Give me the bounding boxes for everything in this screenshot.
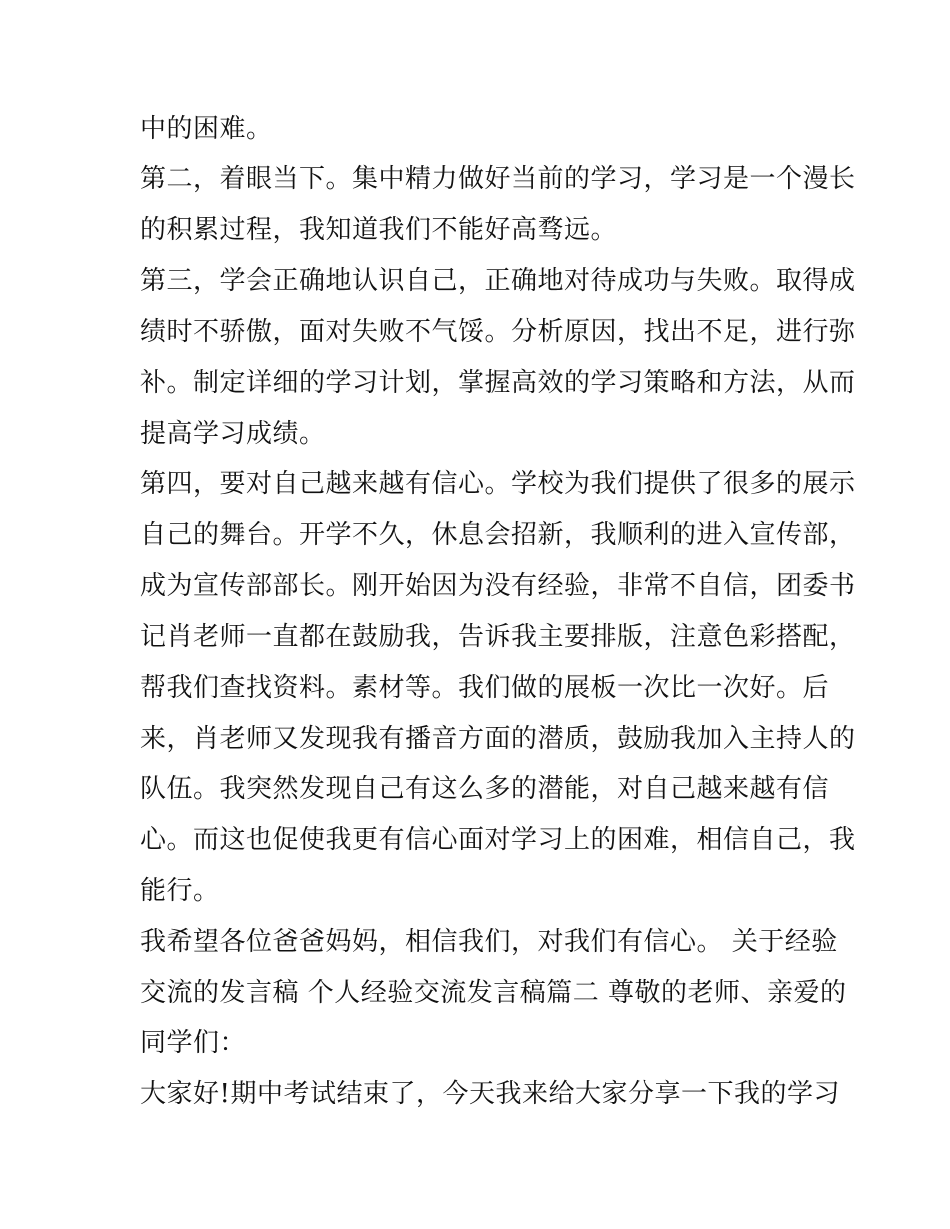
text-line-8: 第四，要对自己越来越有信心。学校为我们提供了很多的展示 bbox=[140, 469, 856, 499]
text-line-7: 提高学习成绩。 bbox=[140, 419, 326, 449]
text-line-15: 心。而这也促使我更有信心面对学习上的困难，相信自己，我 bbox=[140, 825, 856, 855]
text-line-18: 交流的发言稿 个人经验交流发言稿篇二 尊敬的老师、亲爱的 bbox=[140, 978, 847, 1008]
text-line-1: 中的困难。 bbox=[140, 114, 273, 144]
text-line-13: 来，肖老师又发现我有播音方面的潜质，鼓励我加入主持人的 bbox=[140, 724, 856, 754]
text-line-17: 我希望各位爸爸妈妈，相信我们，对我们有信心。 关于经验 bbox=[140, 927, 838, 957]
text-line-20: 大家好!期中考试结束了，今天我来给大家分享一下我的学习 bbox=[140, 1079, 840, 1109]
text-line-16: 能行。 bbox=[140, 876, 220, 906]
text-line-19: 同学们： bbox=[140, 1028, 247, 1058]
text-line-14: 队伍。我突然发现自己有这么多的潜能，对自己越来越有信 bbox=[140, 774, 830, 804]
text-line-6: 补。制定详细的学习计划，掌握高效的学习策略和方法，从而 bbox=[140, 368, 856, 398]
text-line-10: 成为宣传部部长。刚开始因为没有经验，非常不自信，团委书 bbox=[140, 571, 856, 601]
text-line-2: 第二，着眼当下。集中精力做好当前的学习，学习是一个漫长 bbox=[140, 164, 856, 194]
text-line-5: 绩时不骄傲，面对失败不气馁。分析原因，找出不足，进行弥 bbox=[140, 317, 856, 347]
text-line-4: 第三，学会正确地认识自己，正确地对待成功与失败。取得成 bbox=[140, 266, 856, 296]
text-line-12: 帮我们查找资料。素材等。我们做的展板一次比一次好。后 bbox=[140, 673, 830, 703]
text-line-9: 自己的舞台。开学不久，休息会招新，我顺利的进入宣传部， bbox=[140, 520, 856, 550]
text-line-11: 记肖老师一直都在鼓励我，告诉我主要排版，注意色彩搭配， bbox=[140, 622, 856, 652]
text-line-3: 的积累过程，我知道我们不能好高骛远。 bbox=[140, 215, 618, 245]
